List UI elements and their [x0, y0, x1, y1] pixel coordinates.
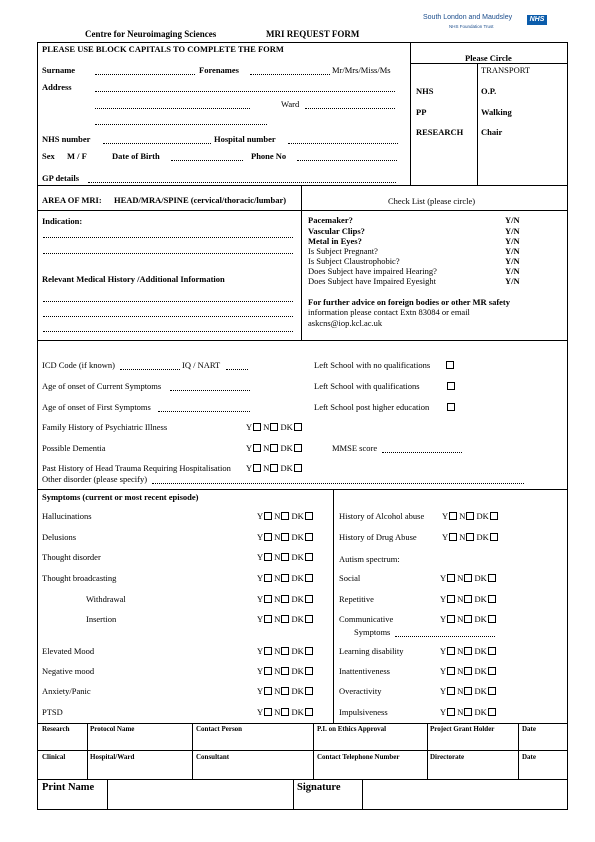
symptom-anxiety-panic-ynd-y-checkbox[interactable]	[264, 687, 272, 695]
symptom-anxiety-panic-ynd-dk-checkbox[interactable]	[305, 687, 313, 695]
communicative-symptoms-label: Symptoms	[354, 627, 391, 637]
symptom-learning-disability-label: Learning disability	[339, 646, 404, 656]
footer-row1-research: Research	[42, 725, 70, 733]
symptom-social-ynd-n-checkbox[interactable]	[464, 574, 472, 582]
symptom-delusions-ynd-n-label: N	[274, 532, 281, 542]
symptom-withdrawal-label: Withdrawal	[86, 594, 126, 604]
symptoms-title: Symptoms (current or most recent episode)	[42, 492, 199, 502]
symptom-delusions-ynd-dk-label: DK	[291, 532, 304, 542]
symptom-history-of-alcohol-abuse-ynd-dk-label: DK	[476, 511, 489, 521]
symptom-delusions-ynd-n-checkbox[interactable]	[281, 533, 289, 541]
check-hearing: Does Subject have impaired Hearing?	[308, 266, 437, 276]
symptom-elevated-mood-ynd-n-label: N	[274, 646, 281, 656]
symptom-elevated-mood-ynd-y-checkbox[interactable]	[264, 647, 272, 655]
symptom-communicative-label: Communicative	[339, 614, 394, 624]
footer-row2-directorate[interactable]: Directorate	[430, 753, 465, 761]
check-pregnant-answer[interactable]: Y/N	[505, 246, 520, 256]
symptom-inattentiveness-ynd-y-checkbox[interactable]	[447, 667, 455, 675]
symptom-repetitive-ynd-dk-checkbox[interactable]	[488, 595, 496, 603]
medical-history-label: Relevant Medical History /Additional Information	[42, 274, 225, 284]
dementia-ynd[interactable]: Y N DK	[246, 443, 302, 453]
symptom-social-ynd[interactable]	[440, 573, 496, 583]
circle-op[interactable]: O.P.	[481, 86, 497, 96]
symptom-history-of-alcohol-abuse-ynd-dk-checkbox[interactable]	[490, 512, 498, 520]
history-line-1[interactable]	[43, 301, 293, 302]
ward-label: Ward	[281, 99, 300, 109]
sex-options[interactable]: M / F	[67, 151, 87, 161]
symptom-elevated-mood-ynd-dk-checkbox[interactable]	[305, 647, 313, 655]
symptom-insertion-ynd-y-checkbox[interactable]	[264, 615, 272, 623]
symptom-thought-broadcasting-ynd-dk-label: DK	[291, 573, 304, 583]
symptom-ptsd-ynd-dk-label: DK	[291, 707, 304, 717]
dementia-label: Possible Dementia	[42, 443, 106, 453]
hospital-number-label: Hospital number	[214, 134, 276, 144]
symptom-history-of-drug-abuse-ynd-dk-checkbox[interactable]	[490, 533, 498, 541]
symptom-history-of-alcohol-abuse-ynd-y-label: Y	[442, 511, 449, 521]
check-hearing-answer[interactable]: Y/N	[505, 266, 520, 276]
symptom-insertion-ynd-y-label: Y	[257, 614, 264, 624]
symptom-thought-disorder-ynd-y-checkbox[interactable]	[264, 553, 272, 561]
safety-contact-email[interactable]: askcns@iop.kcl.ac.uk	[308, 318, 383, 328]
symptom-elevated-mood-label: Elevated Mood	[42, 646, 95, 656]
head-trauma-label: Past History of Head Trauma Requiring Hospitalisation	[42, 463, 231, 473]
symptom-communicative-ynd[interactable]	[440, 614, 496, 624]
symptom-impulsiveness-ynd-dk-checkbox[interactable]	[488, 708, 496, 716]
symptom-elevated-mood-ynd-dk-label: DK	[291, 646, 304, 656]
symptom-ptsd-ynd-n-label: N	[274, 707, 281, 717]
other-disorder-field[interactable]	[152, 483, 524, 484]
symptom-social-ynd-dk-label: DK	[474, 573, 487, 583]
symptom-repetitive-ynd-dk-label: DK	[474, 594, 487, 604]
symptom-overactivity-ynd[interactable]	[440, 686, 496, 696]
symptom-insertion-label: Insertion	[86, 614, 117, 624]
family-history-label: Family History of Psychiatric Illness	[42, 422, 168, 432]
footer-row2-clinical: Clinical	[42, 753, 66, 761]
left-school-quals-label: Left School with qualifications	[314, 381, 420, 391]
symptom-overactivity-ynd-dk-checkbox[interactable]	[488, 687, 496, 695]
gp-details-field[interactable]	[88, 182, 396, 183]
symptom-communicative-ynd-dk-label: DK	[474, 614, 487, 624]
symptom-history-of-alcohol-abuse-ynd[interactable]	[442, 511, 498, 521]
check-pacemaker-answer[interactable]: Y/N	[505, 215, 520, 225]
head-trauma-ynd[interactable]: Y N DK	[246, 463, 302, 473]
symptom-history-of-drug-abuse-ynd-n-checkbox[interactable]	[466, 533, 474, 541]
mmse-score-label: MMSE score	[332, 443, 378, 453]
sex-label: Sex	[42, 151, 55, 161]
symptom-negative-mood-ynd-y-checkbox[interactable]	[264, 667, 272, 675]
circle-research[interactable]: RESEARCH	[416, 127, 464, 137]
symptom-elevated-mood-ynd-y-label: Y	[257, 646, 264, 656]
symptom-learning-disability-ynd-y-checkbox[interactable]	[447, 647, 455, 655]
nhs-number-field[interactable]	[103, 143, 211, 144]
symptom-withdrawal-ynd-n-checkbox[interactable]	[281, 595, 289, 603]
family-history-ynd[interactable]: Y N DK	[246, 422, 302, 432]
symptom-hallucinations-label: Hallucinations	[42, 511, 92, 521]
symptom-delusions-label: Delusions	[42, 532, 76, 542]
symptom-thought-disorder-ynd-n-label: N	[274, 552, 281, 562]
symptom-learning-disability-ynd-dk-label: DK	[474, 646, 487, 656]
symptom-overactivity-ynd-y-label: Y	[440, 686, 447, 696]
symptom-impulsiveness-ynd-y-checkbox[interactable]	[447, 708, 455, 716]
other-disorder-label: Other disorder (please specify)	[42, 474, 148, 484]
symptom-negative-mood-ynd[interactable]	[257, 666, 313, 676]
indication-line-1[interactable]	[43, 237, 293, 238]
address-label: Address	[42, 82, 72, 92]
logo-name: South London and Maudsley	[423, 14, 513, 21]
symptom-hallucinations-ynd[interactable]	[257, 511, 313, 521]
symptom-learning-disability-ynd-n-checkbox[interactable]	[464, 647, 472, 655]
indication-label: Indication:	[42, 216, 83, 226]
symptom-thought-broadcasting-label: Thought broadcasting	[42, 573, 117, 583]
footer-row1-p-i-on-ethics-approval[interactable]: P.I. on Ethics Approval	[317, 725, 387, 733]
symptom-inattentiveness-ynd-y-label: Y	[440, 666, 447, 676]
symptom-social-ynd-y-checkbox[interactable]	[447, 574, 455, 582]
symptom-insertion-ynd-n-checkbox[interactable]	[281, 615, 289, 623]
symptom-inattentiveness-ynd-dk-checkbox[interactable]	[488, 667, 496, 675]
symptom-repetitive-ynd-n-checkbox[interactable]	[464, 595, 472, 603]
nhs-number-label: NHS number	[42, 134, 91, 144]
logo-subtitle: NHS Foundation Trust	[449, 24, 494, 29]
footer-row2-hospital-ward[interactable]: Hospital/Ward	[90, 753, 135, 761]
symptom-negative-mood-ynd-y-label: Y	[257, 666, 264, 676]
age-first-label: Age of onset of First Symptoms	[42, 402, 151, 412]
symptom-negative-mood-ynd-dk-label: DK	[291, 666, 304, 676]
symptom-overactivity-label: Overactivity	[339, 686, 382, 696]
symptom-elevated-mood-ynd-n-checkbox[interactable]	[281, 647, 289, 655]
symptom-anxiety-panic-ynd-dk-label: DK	[291, 686, 304, 696]
check-pregnant: Is Subject Pregnant?	[308, 246, 378, 256]
mmse-score-field[interactable]	[382, 452, 462, 453]
history-line-3[interactable]	[43, 331, 293, 332]
symptom-history-of-alcohol-abuse-label: History of Alcohol abuse	[339, 511, 425, 521]
transport-label: TRANSPORT	[481, 65, 531, 75]
symptom-thought-broadcasting-ynd-y-checkbox[interactable]	[264, 574, 272, 582]
circle-nhs[interactable]: NHS	[416, 86, 434, 96]
symptom-learning-disability-ynd-dk-checkbox[interactable]	[488, 647, 496, 655]
symptom-withdrawal-ynd[interactable]	[257, 594, 313, 604]
symptom-hallucinations-ynd-y-checkbox[interactable]	[264, 512, 272, 520]
footer-row1-protocol-name[interactable]: Protocol Name	[90, 725, 135, 733]
symptom-anxiety-panic-ynd-n-label: N	[274, 686, 281, 696]
symptom-inattentiveness-ynd[interactable]	[440, 666, 496, 676]
hospital-number-field[interactable]	[288, 143, 398, 144]
left-school-higher-checkbox[interactable]	[447, 403, 455, 411]
dob-label: Date of Birth	[112, 151, 160, 161]
symptom-thought-disorder-label: Thought disorder	[42, 552, 101, 562]
check-metal-eyes-answer[interactable]: Y/N	[505, 236, 520, 246]
symptom-thought-disorder-ynd[interactable]	[257, 552, 313, 562]
symptom-history-of-drug-abuse-ynd-y-checkbox[interactable]	[449, 533, 457, 541]
symptom-insertion-ynd-dk-checkbox[interactable]	[305, 615, 313, 623]
symptom-social-ynd-n-label: N	[457, 573, 464, 583]
symptom-overactivity-ynd-dk-label: DK	[474, 686, 487, 696]
symptom-communicative-ynd-n-checkbox[interactable]	[464, 615, 472, 623]
footer-row2-contact-telephone-number[interactable]: Contact Telephone Number	[317, 753, 400, 761]
symptom-history-of-drug-abuse-label: History of Drug Abuse	[339, 532, 417, 542]
title-options[interactable]: Mr/Mrs/Miss/Ms	[332, 65, 391, 75]
symptom-negative-mood-ynd-n-checkbox[interactable]	[281, 667, 289, 675]
symptom-ptsd-label: PTSD	[42, 707, 63, 717]
left-school-none-checkbox[interactable]	[446, 361, 454, 369]
phone-label: Phone No	[251, 151, 287, 161]
dob-field[interactable]	[171, 160, 243, 161]
print-name-field[interactable]	[108, 782, 292, 808]
symptom-withdrawal-ynd-n-label: N	[274, 594, 281, 604]
communicative-symptoms-field[interactable]	[395, 636, 495, 637]
ward-field[interactable]	[305, 108, 395, 109]
autism-spectrum-label: Autism spectrum:	[339, 554, 400, 564]
please-circle-title: Please Circle	[465, 53, 512, 63]
symptom-impulsiveness-ynd-n-checkbox[interactable]	[464, 708, 472, 716]
left-school-quals-checkbox[interactable]	[447, 382, 455, 390]
symptom-insertion-ynd-n-label: N	[274, 614, 281, 624]
symptom-repetitive-ynd-y-label: Y	[440, 594, 447, 604]
symptom-hallucinations-ynd-y-label: Y	[257, 511, 264, 521]
symptom-elevated-mood-ynd[interactable]	[257, 646, 313, 656]
address-line-3[interactable]	[95, 124, 267, 125]
symptom-impulsiveness-ynd-dk-label: DK	[474, 707, 487, 717]
symptom-history-of-drug-abuse-ynd-n-label: N	[459, 532, 466, 542]
block-capitals-instruction: PLEASE USE BLOCK CAPITALS TO COMPLETE THE FORM	[42, 44, 284, 54]
symptom-negative-mood-label: Negative mood	[42, 666, 95, 676]
check-pacemaker: Pacemaker?	[308, 215, 353, 225]
symptom-delusions-ynd[interactable]	[257, 532, 313, 542]
symptom-history-of-drug-abuse-ynd-dk-label: DK	[476, 532, 489, 542]
iq-nart-label: IQ / NART	[182, 360, 221, 370]
forenames-label: Forenames	[199, 65, 239, 75]
symptom-anxiety-panic-label: Anxiety/Panic	[42, 686, 91, 696]
symptom-hallucinations-ynd-dk-label: DK	[291, 511, 304, 521]
address-line-2[interactable]	[95, 108, 250, 109]
symptom-learning-disability-ynd[interactable]	[440, 646, 496, 656]
symptom-inattentiveness-ynd-n-checkbox[interactable]	[464, 667, 472, 675]
symptom-withdrawal-ynd-y-checkbox[interactable]	[264, 595, 272, 603]
symptom-withdrawal-ynd-y-label: Y	[257, 594, 264, 604]
symptom-negative-mood-ynd-dk-checkbox[interactable]	[305, 667, 313, 675]
symptom-history-of-alcohol-abuse-ynd-y-checkbox[interactable]	[449, 512, 457, 520]
symptom-impulsiveness-ynd-n-label: N	[457, 707, 464, 717]
check-vascular-clips: Vascular Clips?	[308, 226, 365, 236]
print-name-label: Print Name	[42, 782, 95, 793]
symptom-inattentiveness-label: Inattentiveness	[339, 666, 390, 676]
footer-row1-contact-person[interactable]: Contact Person	[196, 725, 243, 733]
symptom-thought-disorder-ynd-y-label: Y	[257, 552, 264, 562]
symptom-thought-broadcasting-ynd-dk-checkbox[interactable]	[305, 574, 313, 582]
signature-field[interactable]	[363, 782, 566, 808]
symptom-withdrawal-ynd-dk-checkbox[interactable]	[305, 595, 313, 603]
check-claustrophobic-answer[interactable]: Y/N	[505, 256, 520, 266]
symptom-impulsiveness-ynd-y-label: Y	[440, 707, 447, 717]
form-title: MRI REQUEST FORM	[266, 29, 360, 39]
symptom-repetitive-ynd[interactable]	[440, 594, 496, 604]
symptom-anxiety-panic-ynd[interactable]	[257, 686, 313, 696]
symptom-inattentiveness-ynd-dk-label: DK	[474, 666, 487, 676]
circle-walking[interactable]: Walking	[481, 107, 512, 117]
symptom-thought-disorder-ynd-dk-checkbox[interactable]	[305, 553, 313, 561]
check-vascular-clips-answer[interactable]: Y/N	[505, 226, 520, 236]
symptom-withdrawal-ynd-dk-label: DK	[291, 594, 304, 604]
symptom-impulsiveness-label: Impulsiveness	[339, 707, 388, 717]
symptom-history-of-drug-abuse-ynd-y-label: Y	[442, 532, 449, 542]
symptom-communicative-ynd-y-label: Y	[440, 614, 447, 624]
symptom-thought-broadcasting-ynd-y-label: Y	[257, 573, 264, 583]
footer-row2-date[interactable]: Date	[522, 753, 536, 761]
symptom-thought-broadcasting-ynd-n-checkbox[interactable]	[281, 574, 289, 582]
left-school-higher-label: Left School post higher education	[314, 402, 430, 412]
symptom-inattentiveness-ynd-n-label: N	[457, 666, 464, 676]
symptom-negative-mood-ynd-n-label: N	[274, 666, 281, 676]
symptom-hallucinations-ynd-n-checkbox[interactable]	[281, 512, 289, 520]
address-line-1[interactable]	[95, 91, 395, 92]
symptom-anxiety-panic-ynd-n-checkbox[interactable]	[281, 687, 289, 695]
symptom-insertion-ynd-dk-label: DK	[291, 614, 304, 624]
signature-label: Signature	[297, 782, 341, 793]
checklist-title: Check List (please circle)	[388, 196, 476, 206]
symptom-overactivity-ynd-n-label: N	[457, 686, 464, 696]
footer-row2-consultant[interactable]: Consultant	[196, 753, 230, 761]
footer-row1-date[interactable]: Date	[522, 725, 536, 733]
symptom-ptsd-ynd[interactable]	[257, 707, 313, 717]
symptom-communicative-ynd-dk-checkbox[interactable]	[488, 615, 496, 623]
age-current-field[interactable]	[170, 390, 250, 391]
check-eyesight: Does Subject have Impaired Eyesight	[308, 276, 436, 286]
trust-logo	[423, 14, 547, 36]
symptom-thought-disorder-ynd-dk-label: DK	[291, 552, 304, 562]
symptom-impulsiveness-ynd[interactable]	[440, 707, 496, 717]
forenames-field[interactable]	[250, 74, 330, 75]
check-eyesight-answer[interactable]: Y/N	[505, 276, 520, 286]
centre-name: Centre for Neuroimaging Sciences	[85, 29, 217, 39]
symptom-anxiety-panic-ynd-y-label: Y	[257, 686, 264, 696]
symptom-delusions-ynd-dk-checkbox[interactable]	[305, 533, 313, 541]
symptom-hallucinations-ynd-n-label: N	[274, 511, 281, 521]
icd-code-field[interactable]	[120, 369, 180, 370]
surname-field[interactable]	[95, 74, 195, 75]
symptom-delusions-ynd-y-checkbox[interactable]	[264, 533, 272, 541]
footer-row1-project-grant-holder[interactable]: Project Grant Holder	[430, 725, 495, 733]
circle-pp[interactable]: PP	[416, 107, 427, 117]
symptom-social-label: Social	[339, 573, 361, 583]
symptom-history-of-alcohol-abuse-ynd-n-label: N	[459, 511, 466, 521]
symptom-ptsd-ynd-dk-checkbox[interactable]	[305, 708, 313, 716]
symptom-history-of-alcohol-abuse-ynd-n-checkbox[interactable]	[466, 512, 474, 520]
symptom-communicative-ynd-n-label: N	[457, 614, 464, 624]
icd-code-label: ICD Code (if known)	[42, 360, 115, 370]
symptom-insertion-ynd[interactable]	[257, 614, 313, 624]
symptom-history-of-drug-abuse-ynd[interactable]	[442, 532, 498, 542]
area-of-mri-label: AREA OF MRI:	[42, 195, 102, 205]
symptom-ptsd-ynd-n-checkbox[interactable]	[281, 708, 289, 716]
symptom-thought-broadcasting-ynd-n-label: N	[274, 573, 281, 583]
gp-details-label: GP details	[42, 173, 80, 183]
symptom-delusions-ynd-y-label: Y	[257, 532, 264, 542]
symptom-social-ynd-y-label: Y	[440, 573, 447, 583]
symptom-repetitive-label: Repetitive	[339, 594, 374, 604]
indication-line-2[interactable]	[43, 253, 293, 254]
safety-advice-line-1: For further advice on foreign bodies or other MR safety	[308, 297, 511, 307]
surname-label: Surname	[42, 65, 76, 75]
check-claustrophobic: Is Subject Claustrophobic?	[308, 256, 400, 266]
phone-field[interactable]	[297, 160, 397, 161]
symptom-repetitive-ynd-n-label: N	[457, 594, 464, 604]
symptom-ptsd-ynd-y-checkbox[interactable]	[264, 708, 272, 716]
age-current-label: Age of onset of Current Symptoms	[42, 381, 162, 391]
symptom-thought-disorder-ynd-n-checkbox[interactable]	[281, 553, 289, 561]
symptom-communicative-ynd-y-checkbox[interactable]	[447, 615, 455, 623]
check-metal-eyes: Metal in Eyes?	[308, 236, 362, 246]
symptom-overactivity-ynd-n-checkbox[interactable]	[464, 687, 472, 695]
symptom-repetitive-ynd-y-checkbox[interactable]	[447, 595, 455, 603]
symptom-social-ynd-dk-checkbox[interactable]	[488, 574, 496, 582]
age-first-field[interactable]	[158, 411, 250, 412]
symptom-ptsd-ynd-y-label: Y	[257, 707, 264, 717]
symptom-overactivity-ynd-y-checkbox[interactable]	[447, 687, 455, 695]
left-school-none-label: Left School with no qualifications	[314, 360, 431, 370]
nhs-badge: NHS	[527, 15, 547, 25]
safety-advice-line-2: information please contact Extn 83084 or email	[308, 307, 470, 317]
history-line-2[interactable]	[43, 316, 293, 317]
symptom-learning-disability-ynd-n-label: N	[457, 646, 464, 656]
symptom-hallucinations-ynd-dk-checkbox[interactable]	[305, 512, 313, 520]
circle-chair[interactable]: Chair	[481, 127, 503, 137]
symptom-thought-broadcasting-ynd[interactable]	[257, 573, 313, 583]
area-of-mri-options[interactable]: HEAD/MRA/SPINE (cervical/thoracic/lumbar)	[114, 195, 287, 205]
iq-nart-field[interactable]	[226, 369, 248, 370]
symptom-learning-disability-ynd-y-label: Y	[440, 646, 447, 656]
